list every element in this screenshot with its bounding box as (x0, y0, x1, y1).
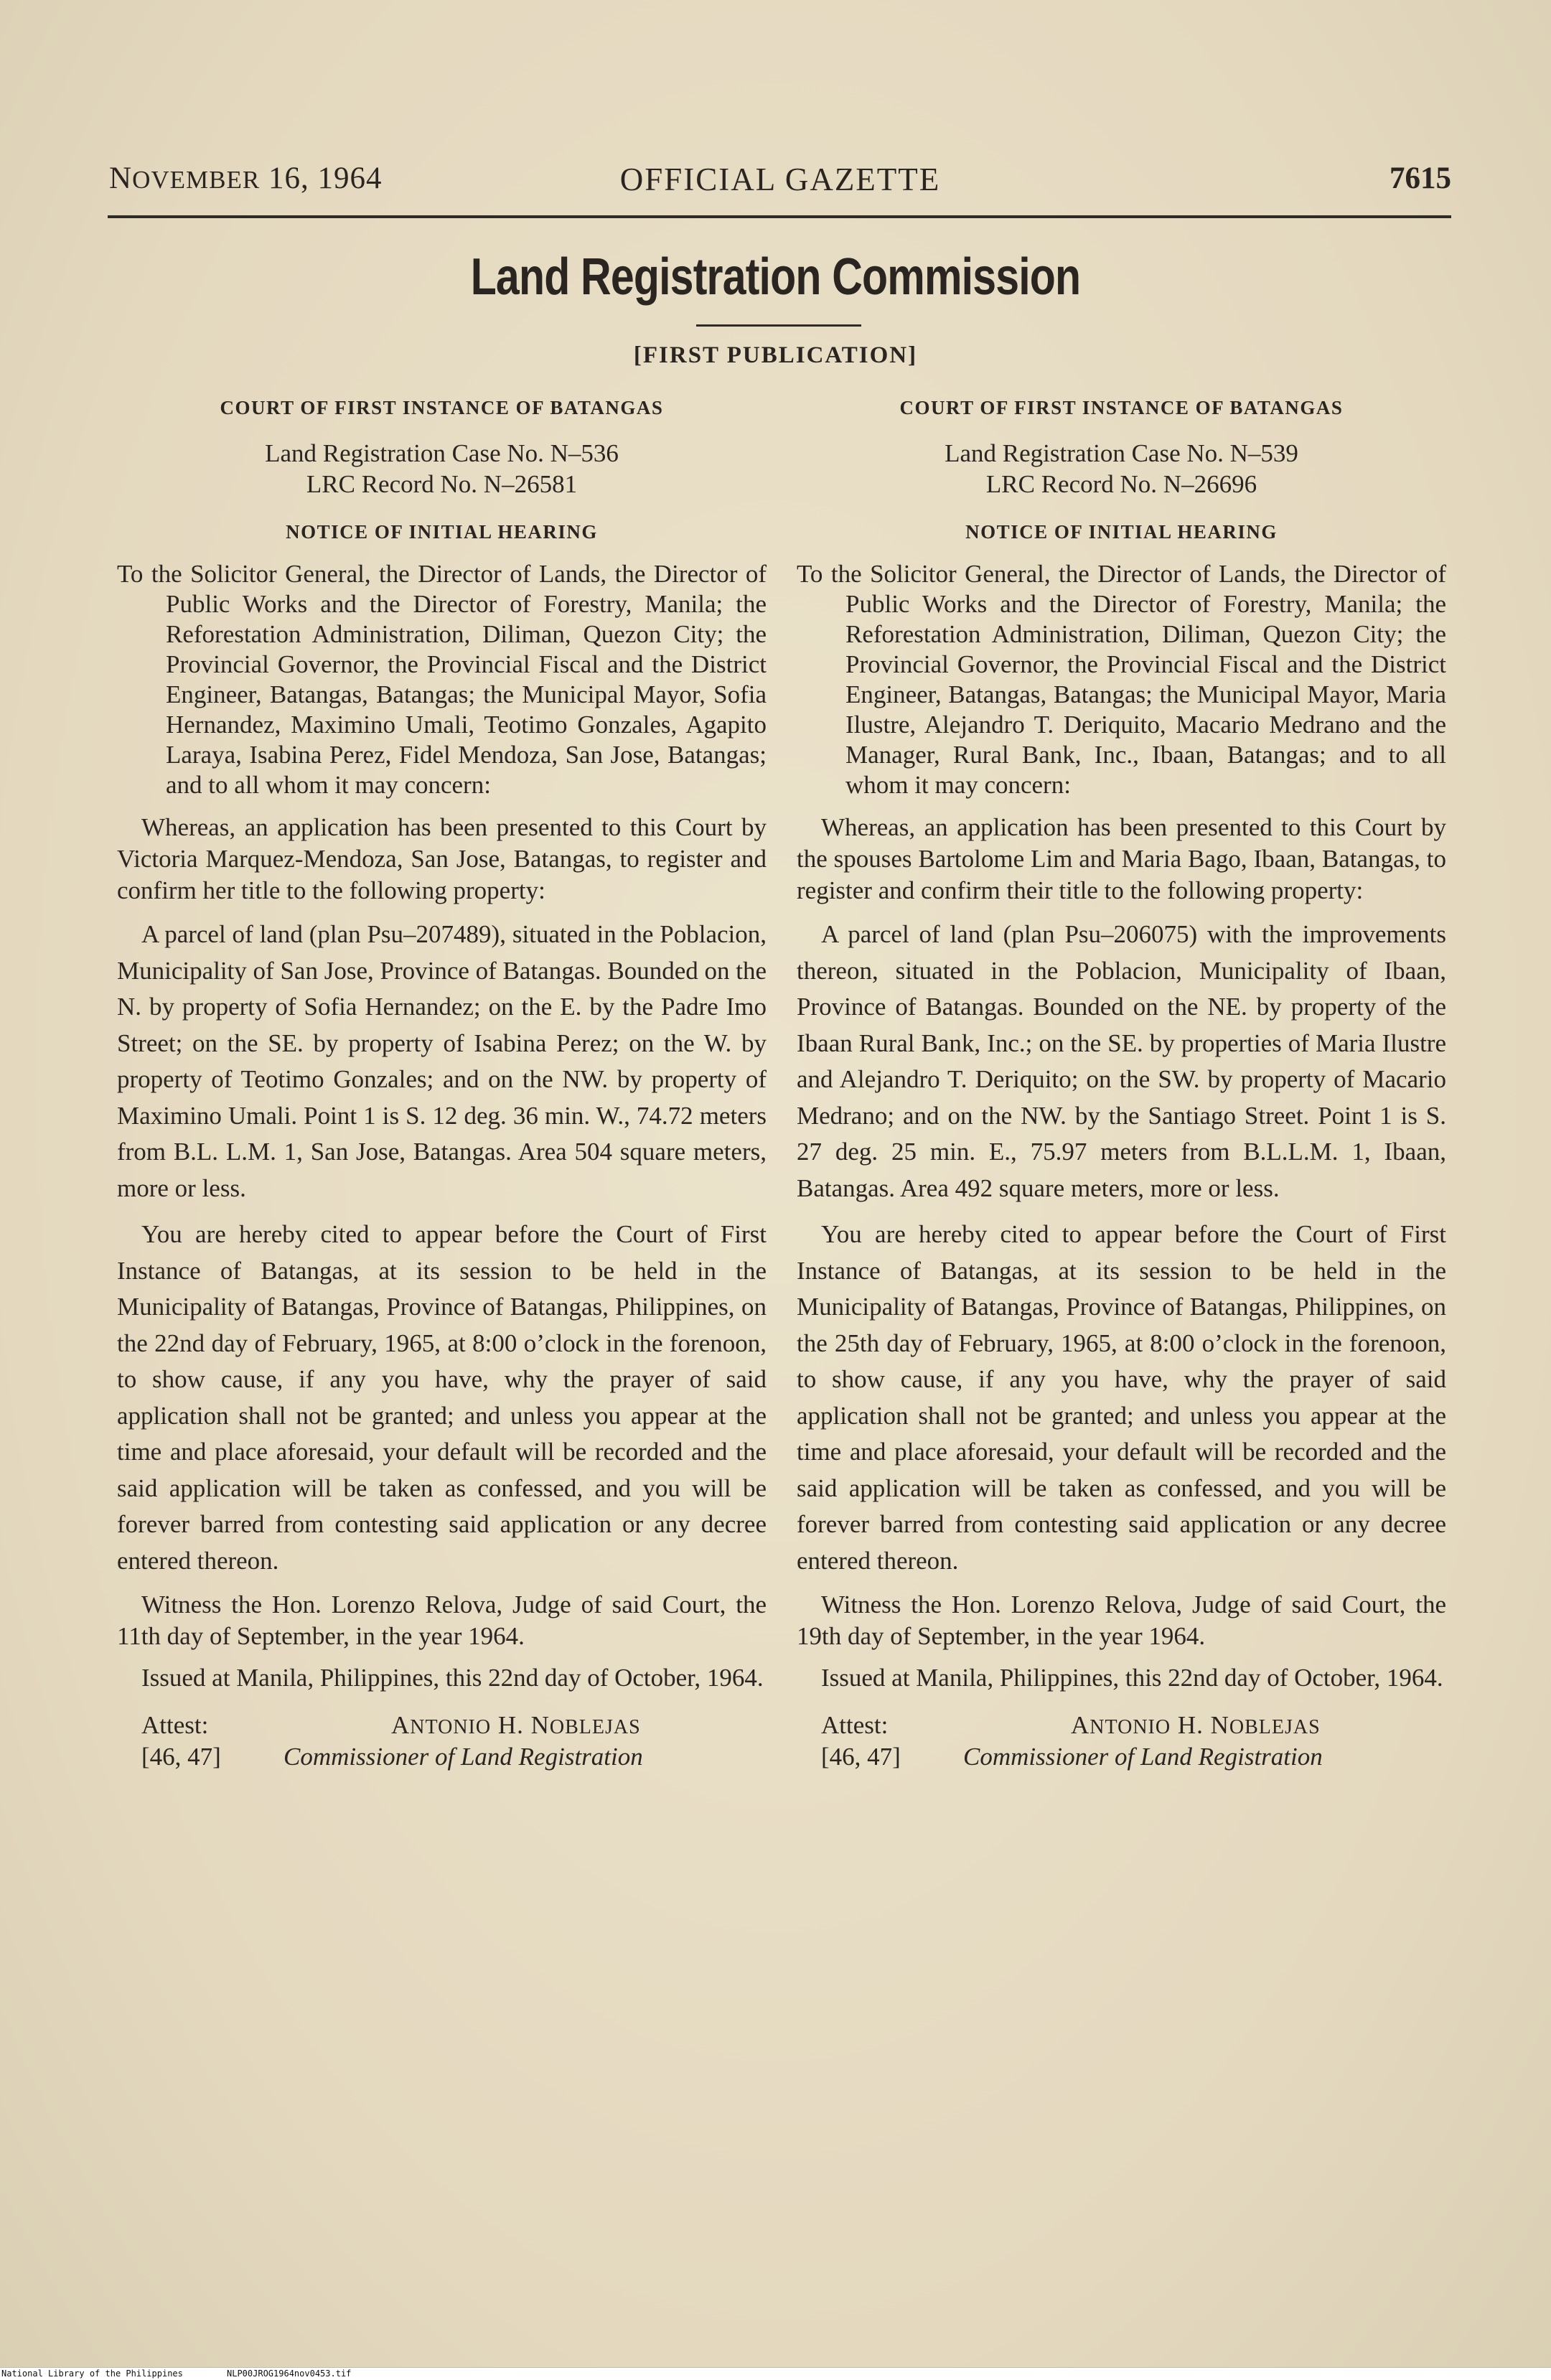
attest-label: Attest: (141, 1711, 209, 1739)
page-number: 7615 (1390, 161, 1451, 195)
issued-paragraph: Issued at Manila, Philippines, this 22nd day of October, 1964. (821, 1664, 1443, 1692)
signatory-name: ANTONIO H. NOBLEJAS (391, 1711, 641, 1739)
addressee-paragraph: To the Solicitor General, the Director of Lands, the Director of Public Works and the Director of Forestry, Manila; the Reforestation Administration, Diliman, Quezon City; the Provincial Governor, the Provincial Fiscal and the District Engineer, Batangas, Batangas; the Municipal Mayor, Maria Ilustre, Alejandro T. Deriquito, Macario Medrano and the Manager, Rural Bank, Inc., Ibaan, Batangas; and to all whom it may concern: (797, 560, 1446, 799)
whereas-paragraph: Whereas, an application has been presented to this Court by the spouses Bartolome Lim and Maria Bago, Ibaan, Batangas, to register and confirm their title to the following property: (797, 813, 1446, 904)
signature-block (117, 1711, 767, 1783)
court-name: COURT OF FIRST INSTANCE OF BATANGAS (899, 397, 1344, 418)
page-header (109, 161, 1451, 211)
whereas-paragraph: Whereas, an application has been presented to this Court by Victoria Marquez-Mendoza, San Jose, Batangas, to register and confirm her title to the following property: (117, 813, 767, 904)
case-number: Land Registration Case No. N–536 (265, 439, 619, 467)
court-name: COURT OF FIRST INSTANCE OF BATANGAS (220, 397, 664, 418)
publication-note: [FIRST PUBLICATION] (633, 342, 918, 368)
reference-number: [46, 47] (821, 1743, 901, 1771)
issue-date: NOVEMBER 16, 1964 (109, 161, 383, 195)
signatory-name: ANTONIO H. NOBLEJAS (1071, 1711, 1321, 1739)
citation-paragraph: You are hereby cited to appear before the Court of First Instance of Batangas, at its session to be held in the Municipality of Batangas, Province of Batangas, Philippines, on the 22nd day of February, 1965, at 8:00 o’clock in the forenoon, to show cause, if any you have, why the prayer of said application shall not be granted; and unless you appear at the time and place aforesaid, your default will be recorded and the said application will be taken as confessed, and you will be forever barred from contesting said application or any decree entered thereon. (117, 1220, 767, 1575)
library-credit: National Library of the Philippines (1, 2369, 183, 2379)
citation-paragraph: You are hereby cited to appear before the Court of First Instance of Batangas, at its session to be held in the Municipality of Batangas, Province of Batangas, Philippines, on the 25th day of February, 1965, at 8:00 o’clock in the forenoon, to show cause, if any you have, why the prayer of said application shall not be granted; and unless you appear at the time and place aforesaid, your default will be recorded and the said application will be taken as confessed, and you will be forever barred from contesting said application or any decree entered thereon. (797, 1220, 1446, 1575)
publication-name: OFFICIAL GAZETTE (619, 161, 941, 197)
scan-filename: NLP00JROG1964nov0453.tif (227, 2369, 352, 2379)
witness-paragraph: Witness the Hon. Lorenzo Relova, Judge of said Court, the 19th day of September, in the year 1964. (797, 1590, 1446, 1650)
notice-title: NOTICE OF INITIAL HEARING (286, 521, 598, 543)
issued-paragraph: Issued at Manila, Philippines, this 22nd day of October, 1964. (141, 1664, 764, 1692)
record-number: LRC Record No. N–26696 (985, 470, 1257, 498)
signatory-role: Commissioner of Land Registration (963, 1743, 1323, 1771)
record-number: LRC Record No. N–26581 (306, 470, 578, 498)
title-divider (696, 324, 861, 327)
reference-number: [46, 47] (141, 1743, 221, 1771)
page-title: Land Registration Commission (470, 248, 1081, 306)
case-number: Land Registration Case No. N–539 (945, 439, 1298, 467)
scan-footer (0, 2367, 1551, 2380)
attest-label: Attest: (821, 1711, 889, 1739)
property-paragraph: A parcel of land (plan Psu–207489), situated in the Poblacion, Municipality of San Jose, Province of Batangas. Bounded on the N. by property of Sofia Hernandez; on the E. by the Padre Imo Street; on the SE. by property of Isabina Perez; on the W. by property of Teotimo Gonzales; and on the NW. by property of Maximino Umali. Point 1 is S. 12 deg. 36 min. W., 74.72 meters from B.L. L.M. 1, San Jose, Batangas. Area 504 square meters, more or less. (117, 920, 767, 1202)
witness-paragraph: Witness the Hon. Lorenzo Relova, Judge of said Court, the 11th day of September, in the year 1964. (117, 1590, 767, 1650)
addressee-paragraph: To the Solicitor General, the Director of Lands, the Director of Public Works and the Director of Forestry, Manila; the Reforestation Administration, Diliman, Quezon City; the Provincial Governor, the Provincial Fiscal and the District Engineer, Batangas, Batangas; the Municipal Mayor, Sofia Hernandez, Maximino Umali, Teotimo Gonzales, Agapito Laraya, Isabina Perez, Fidel Mendoza, San Jose, Batangas; and to all whom it may concern: (117, 560, 767, 799)
signatory-role: Commissioner of Land Registration (284, 1743, 643, 1771)
notice-column-left (117, 397, 767, 1783)
signature-block (797, 1711, 1446, 1783)
notice-column-right (797, 397, 1446, 1783)
property-paragraph: A parcel of land (plan Psu–206075) with the improvements thereon, situated in the Poblacion, Municipality of Ibaan, Province of Batangas. Bounded on the NE. by property of the Ibaan Rural Bank, Inc.; on the SE. by properties of Maria Ilustre and Alejandro T. Deriquito; on the SW. by property of Macario Medrano; and on the NW. by the Santiago Street. Point 1 is S. 27 deg. 25 min. E., 75.97 meters from B.L.L.M. 1, Ibaan, Batangas. Area 492 square meters, more or less. (797, 920, 1446, 1202)
header-divider (108, 215, 1451, 218)
notice-title: NOTICE OF INITIAL HEARING (965, 521, 1278, 543)
